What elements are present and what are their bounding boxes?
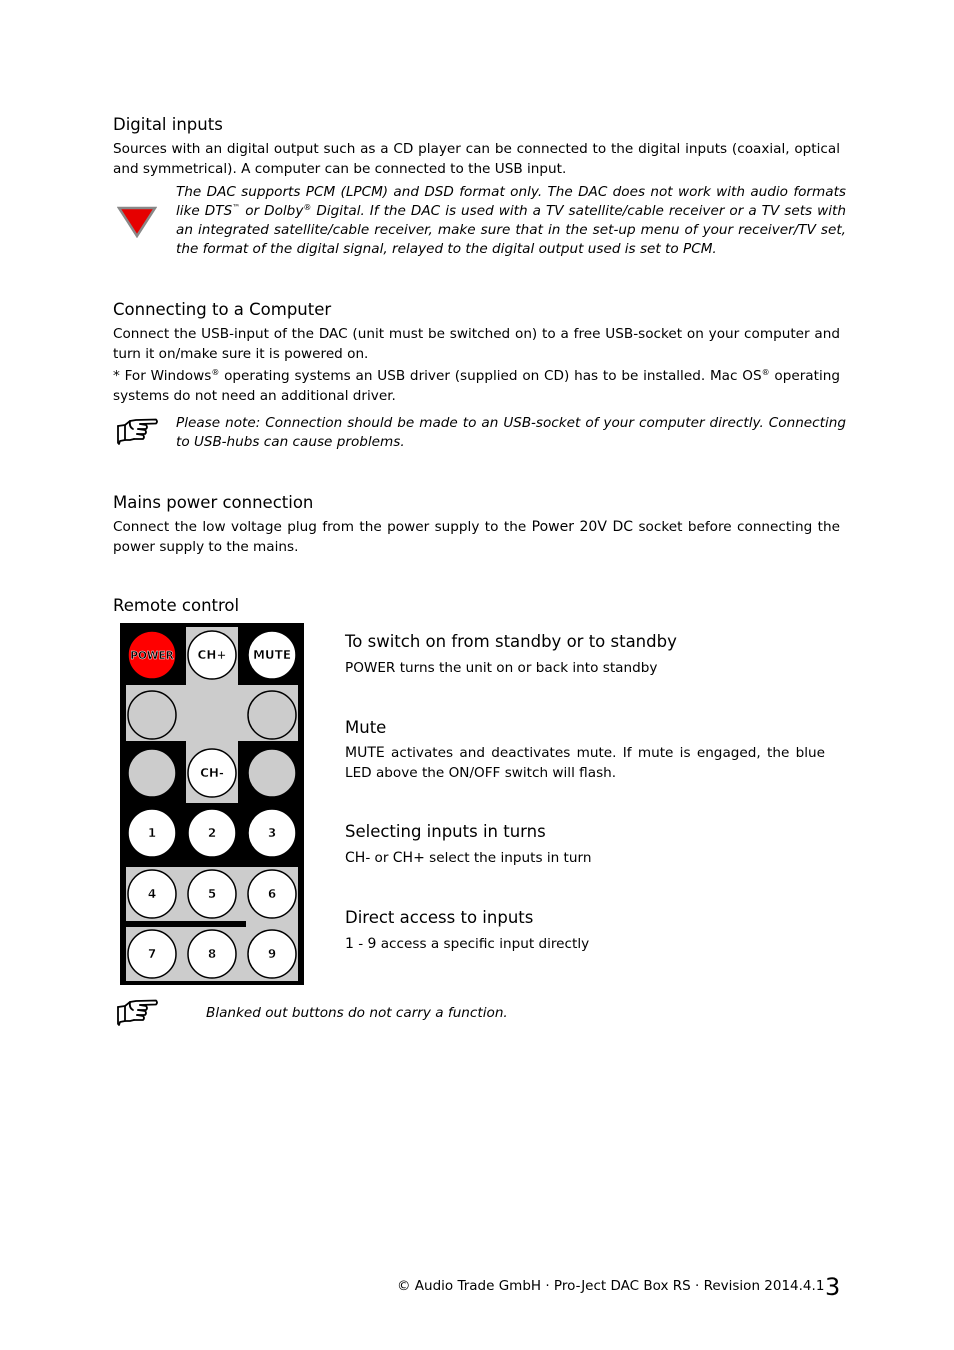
button-3-label: 3 [267, 826, 277, 840]
power-socket-label: Power 20V DC [531, 519, 634, 535]
button-9-label: 9 [267, 947, 277, 961]
remote-item-text-select: CH- or CH+ select the inputs in turn [345, 850, 592, 866]
ch-plus-button-label: CH+ [197, 648, 227, 662]
remote-item-text-standby: POWER turns the unit on or back into standby [345, 660, 658, 676]
page-number: 3 [825, 1273, 841, 1301]
ch-minus-button-label: CH- [200, 766, 224, 780]
heading-remote-control: Remote control [113, 596, 240, 615]
pointing-hand-icon [116, 997, 158, 1027]
digital-inputs-text: Sources with an digital output such as a CD player can be connected to the digital inputs (coaxial, optical and symmetrical). A computer can be connected to the USB input. [113, 141, 840, 177]
button-7-label: 7 [147, 947, 157, 961]
power-button-label: POWER [130, 650, 174, 662]
blank-bottom-right-button [248, 749, 296, 797]
heading-digital-inputs: Digital inputs [113, 115, 223, 134]
heading-mains-power: Mains power connection [113, 493, 314, 512]
pointing-hand-icon [116, 416, 158, 446]
remote-item-text-mute: MUTE activates and deactivates mute. If mute is engaged, the blue LED above the ON/OFF switch will flash. [345, 745, 825, 781]
mute-label: MUTE [345, 745, 385, 761]
button-2-label: 2 [207, 826, 217, 840]
remote-item-title-direct: Direct access to inputs [345, 908, 534, 927]
mains-text: Connect the low voltage plug from the power supply to the Power 20V DC socket before connecting the power supply to the mains. [113, 519, 840, 555]
blank-left-button [128, 691, 176, 739]
button-4-label: 4 [147, 887, 157, 901]
digit-1-label: 1 [345, 936, 354, 952]
ch-minus-label: CH [345, 850, 366, 866]
digit-9-label: 9 [367, 936, 377, 952]
footer-text: © Audio Trade GmbH · Pro-Ject DAC Box RS · Revision 2014.4.1 [397, 1278, 825, 1294]
remote-control-image [120, 623, 304, 985]
heading-connecting-computer: Connecting to a Computer [113, 300, 332, 319]
button-5-label: 5 [207, 887, 217, 901]
usb-note-text: Please note: Connection should be made to an USB-socket of your computer directly. Connecting to USB-hubs can cause problems. [176, 415, 846, 450]
blank-bottom-left-button [128, 749, 176, 797]
warning-triangle-icon [117, 206, 157, 238]
button-6-label: 6 [267, 887, 277, 901]
button-8-label: 8 [207, 947, 217, 961]
remote-item-text-direct: 1 - 9 access a specific input directly [345, 936, 590, 952]
windows-text: * For Windows® operating systems an USB driver (supplied on CD) has to be installed. Mac OS® operating systems do not need an additional driver. [113, 368, 840, 404]
remote-item-title-select: Selecting inputs in turns [345, 822, 546, 841]
blanked-buttons-note: Blanked out buttons do not carry a function. [206, 1005, 508, 1021]
warning-text: The DAC supports PCM (LPCM) and DSD format only. The DAC does not work with audio formats like DTS™ or Dolby® Digital. If the DAC is used with a TV satellite/cable receiver or a TV sets with an integrated satellite/cable receiver, make sure that in the set-up menu of your receiver/TV set, the format of the digital signal, relayed to the digital output used is set to PCM. [176, 184, 846, 257]
ch-plus-label: CH+ [392, 850, 425, 866]
computer-text: Connect the USB-input of the DAC (unit must be switched on) to a free USB-socket on your computer and turn it on/make sure it is powered on. [113, 326, 840, 362]
button-1-label: 1 [147, 826, 157, 840]
mute-button-label: MUTE [252, 648, 292, 662]
remote-item-title-standby: To switch on from standby or to standby [345, 632, 677, 651]
remote-item-title-mute: Mute [345, 718, 387, 737]
blank-right-button [248, 691, 296, 739]
